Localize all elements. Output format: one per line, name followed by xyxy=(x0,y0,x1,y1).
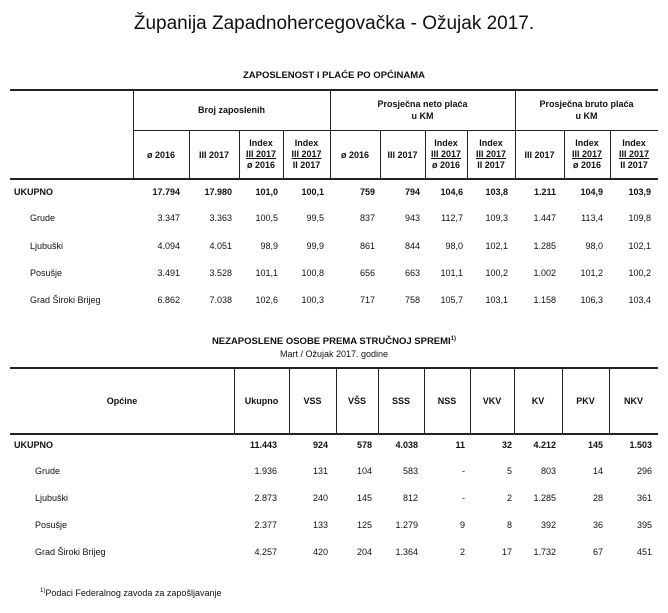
table2-cell: 5 xyxy=(506,466,512,476)
table1-cell: 1.285 xyxy=(533,241,556,251)
table2-cell: 420 xyxy=(312,547,328,557)
col-header-index-den: ø 2016 xyxy=(431,160,461,170)
table1-cell: 99,9 xyxy=(306,241,324,251)
col-header-iii2017: III 2017 xyxy=(198,150,230,160)
table1-cell: 17.980 xyxy=(204,187,232,197)
table1-cell: 7.038 xyxy=(209,295,232,305)
table2-cell: 240 xyxy=(312,493,328,503)
table2-col-header: Općine xyxy=(106,396,138,406)
table2-cell: 8 xyxy=(506,520,512,530)
table2-cell: 924 xyxy=(312,440,328,450)
table1-cell: 103,9 xyxy=(628,187,651,197)
table2-row-label: Ljubuški xyxy=(35,493,69,503)
col-header-index-word: Index xyxy=(434,138,458,148)
footnote-text: Podaci Federalnog zavoda za zapošljavanje xyxy=(45,588,222,598)
table1-cell: 101,1 xyxy=(255,268,278,278)
table2-row-label: Grad Široki Brijeg xyxy=(35,547,106,557)
table1-cell: 100,1 xyxy=(301,187,324,197)
col-header-index-den: II 2017 xyxy=(620,160,648,170)
table1-vline xyxy=(133,89,134,179)
col-header-index-den: ø 2016 xyxy=(572,160,602,170)
table2-cell: 812 xyxy=(402,493,418,503)
table1-cell: 943 xyxy=(404,213,420,223)
table1-cell: 98,9 xyxy=(260,241,278,251)
table2-cell: 361 xyxy=(636,493,652,503)
table2-col-header: VSS xyxy=(303,396,322,406)
table1-cell: 103,8 xyxy=(485,187,508,197)
table2-cell: 1.503 xyxy=(629,440,652,450)
table2-col-header: NSS xyxy=(437,396,457,406)
table2-cell: 28 xyxy=(592,493,603,503)
table2-cell: 17 xyxy=(501,547,512,557)
table1-cell: 3.528 xyxy=(209,268,232,278)
col-header-index-den: II 2017 xyxy=(477,160,505,170)
table2-col-header: VKV xyxy=(482,396,502,406)
col-header-index-word: Index xyxy=(249,138,273,148)
table1-cell: 1.002 xyxy=(533,268,556,278)
table1-cell: 98,0 xyxy=(445,241,463,251)
table2-cell: 125 xyxy=(356,520,372,530)
table2-cell: 803 xyxy=(540,466,556,476)
table2-caption-footnote-mark: 1) xyxy=(450,336,457,342)
table1-row-label: Grude xyxy=(30,213,56,223)
table2-cell: 2.377 xyxy=(254,520,277,530)
table2-col-header: Ukupno xyxy=(244,396,279,406)
table1-cell: 1.211 xyxy=(533,187,556,197)
table1-row-label: Grad Široki Brijeg xyxy=(30,295,101,305)
table2-cell: 392 xyxy=(540,520,556,530)
table1-cell: 844 xyxy=(404,241,420,251)
table2-cell: 2.873 xyxy=(254,493,277,503)
table2-caption xyxy=(0,336,668,347)
table1-cell: 837 xyxy=(359,213,375,223)
table1-cell: 3.491 xyxy=(157,268,180,278)
footnote-mark: 1) xyxy=(40,588,46,594)
table1-cell: 100,5 xyxy=(255,213,278,223)
table2-subcaption: Mart / Ožujak 2017. godine xyxy=(279,349,389,359)
col-header-avg2016: ø 2016 xyxy=(340,150,370,160)
table2-cell: 104 xyxy=(356,466,372,476)
table2-cell: - xyxy=(462,466,465,476)
table1-cell: 4.094 xyxy=(157,241,180,251)
table2-row-label: UKUPNO xyxy=(14,440,54,450)
table1-cell: 100,3 xyxy=(301,295,324,305)
table1-cell: 759 xyxy=(359,187,375,197)
col-header-index-den: ø 2016 xyxy=(246,160,276,170)
table2-header-bottom-border xyxy=(10,433,658,435)
table2-cell: 14 xyxy=(592,466,603,476)
table1-cell: 98,0 xyxy=(585,241,603,251)
table2-cell: 4.257 xyxy=(254,547,277,557)
table1-caption: ZAPOSLENOST I PLAĆE PO OPĆINAMA xyxy=(242,70,426,81)
table1-cell: 100,8 xyxy=(301,268,324,278)
table1-cell: 104,6 xyxy=(440,187,463,197)
table2-col-header: KV xyxy=(531,396,545,406)
table2-caption-text: NEZAPOSLENE OSOBE PREMA STRUČNOJ SPREMI xyxy=(211,336,451,348)
table1-group-gross-line1: Prosječna bruto plaća xyxy=(539,99,634,109)
col-header-avg2016: ø 2016 xyxy=(146,150,176,160)
col-header-index-word: Index xyxy=(294,138,319,148)
table2-cell: 4.038 xyxy=(395,440,418,450)
table1-header-bottom-border xyxy=(10,178,658,180)
table2-cell: 451 xyxy=(636,547,652,557)
col-header-index-word: Index xyxy=(479,138,503,148)
table2-cell: 578 xyxy=(356,440,372,450)
table2-cell: 1.732 xyxy=(533,547,556,557)
table1-cell: 656 xyxy=(359,268,375,278)
col-header-index-word: Index xyxy=(575,138,599,148)
table2-cell: 1.364 xyxy=(395,547,418,557)
table1-group-divider xyxy=(133,130,658,131)
table2-col-header: PKV xyxy=(576,396,595,406)
table2-col-header: SSS xyxy=(391,396,410,406)
table2-cell: 145 xyxy=(356,493,372,503)
table1-cell: 109,3 xyxy=(485,213,508,223)
table1-group-employed: Broj zaposlenih xyxy=(197,105,265,115)
col-header-iii2017: III 2017 xyxy=(524,150,555,160)
table1-cell: 113,4 xyxy=(581,213,603,223)
table2-cell: 36 xyxy=(592,520,603,530)
table2-top-border xyxy=(10,367,658,369)
table1-cell: 4.051 xyxy=(209,241,232,251)
table1-row-label: UKUPNO xyxy=(14,187,54,197)
table1-cell: 109,8 xyxy=(628,213,651,223)
table2-cell: - xyxy=(462,493,465,503)
table1-cell: 105,7 xyxy=(440,295,463,305)
table1-cell: 101,1 xyxy=(440,268,463,278)
table1-cell: 717 xyxy=(359,295,375,305)
table2-cell: 296 xyxy=(636,466,652,476)
table2-col-header: VŠS xyxy=(347,396,366,406)
table2-cell: 1.285 xyxy=(533,493,556,503)
footnote xyxy=(40,588,221,598)
table1-cell: 1.158 xyxy=(533,295,556,305)
col-header-iii2017: III 2017 xyxy=(387,150,418,160)
table2-cell: 1.279 xyxy=(395,520,418,530)
table1-cell: 104,9 xyxy=(580,187,603,197)
table1-cell: 17.794 xyxy=(152,187,180,197)
table1-cell: 102,6 xyxy=(255,295,278,305)
table1-row-label: Posušje xyxy=(30,268,63,278)
table2-row-label: Grude xyxy=(35,466,61,476)
table2-cell: 145 xyxy=(587,440,603,450)
table2-cell: 11 xyxy=(455,440,465,450)
col-header-index-word: Index xyxy=(622,138,646,148)
table1-cell: 6.862 xyxy=(157,295,180,305)
table2-cell: 2 xyxy=(506,493,512,503)
table2-cell: 11.443 xyxy=(249,440,277,450)
col-header-index-num: III 2017 xyxy=(571,149,603,159)
col-header-index-num: III 2017 xyxy=(291,149,322,159)
table1-group-net-line2: u KM xyxy=(411,111,434,121)
table1-cell: 1.447 xyxy=(533,213,556,223)
table1-cell: 101,0 xyxy=(255,187,278,197)
table1-cell: 3.347 xyxy=(157,213,180,223)
table2-cell: 67 xyxy=(592,547,603,557)
table2-cell: 204 xyxy=(356,547,372,557)
table1-cell: 106,3 xyxy=(580,295,603,305)
table1-cell: 663 xyxy=(404,268,420,278)
table2-cell: 395 xyxy=(636,520,652,530)
col-header-index-num: III 2017 xyxy=(430,149,462,159)
col-header-index-num: III 2017 xyxy=(618,149,650,159)
table1-cell: 758 xyxy=(404,295,420,305)
table1-cell: 3.363 xyxy=(209,213,232,223)
table2-cell: 4.212 xyxy=(533,440,556,450)
table1-cell: 99,5 xyxy=(306,213,324,223)
table1-group-gross-line2: u KM xyxy=(575,111,598,121)
table2-cell: 32 xyxy=(501,440,512,450)
col-header-index-num: III 2017 xyxy=(475,149,507,159)
table2-cell: 2 xyxy=(459,547,465,557)
page-title: Županija Zapadnohercegovačka - Ožujak 2017. xyxy=(133,13,535,34)
table2-col-header: NKV xyxy=(623,396,643,406)
table1-cell: 100,2 xyxy=(485,268,508,278)
table2-cell: 131 xyxy=(312,466,328,476)
col-header-index-num: III 2017 xyxy=(245,149,277,159)
table1-cell: 103,1 xyxy=(485,295,508,305)
table1-cell: 794 xyxy=(404,187,420,197)
table1-cell: 100,2 xyxy=(628,268,651,278)
table1-cell: 112,7 xyxy=(441,213,463,223)
table2-cell: 1.936 xyxy=(254,466,277,476)
table1-cell: 102,1 xyxy=(628,241,651,251)
table1-cell: 102,1 xyxy=(485,241,508,251)
table2-cell: 9 xyxy=(459,520,465,530)
table1-cell: 861 xyxy=(359,241,375,251)
table1-cell: 101,2 xyxy=(580,268,603,278)
table2-cell: 583 xyxy=(402,466,418,476)
table1-cell: 103,4 xyxy=(628,295,651,305)
table1-row-label: Ljubuški xyxy=(30,241,64,251)
table1-top-border xyxy=(10,89,658,91)
table2-cell: 133 xyxy=(312,520,328,530)
table1-group-net-line1: Prosječna neto plaća xyxy=(377,99,468,109)
col-header-index-den: II 2017 xyxy=(292,160,321,170)
table2-row-label: Posušje xyxy=(35,520,68,530)
